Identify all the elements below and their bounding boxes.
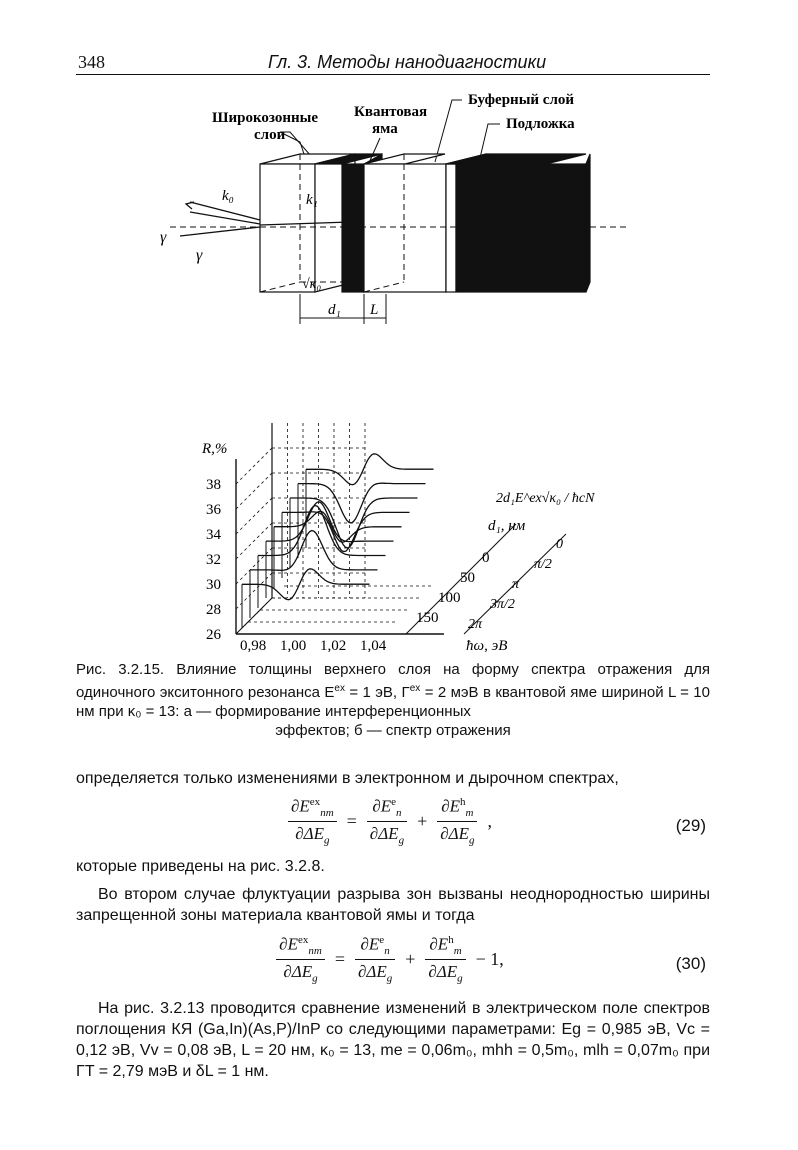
label-substrate: Подложка bbox=[506, 116, 575, 132]
reflectance-curve bbox=[306, 454, 434, 485]
caption-line1: Рис. 3.2.15. Влияние толщины верхнего слоя на форму спектра отражения для одиночного экситонного резонанса E bbox=[76, 661, 710, 701]
label-d1: d₁ bbox=[328, 302, 341, 318]
caption-sup-ex: ex bbox=[334, 683, 345, 694]
phase-tick-label: 3π/2 bbox=[490, 597, 515, 612]
label-k1: k₁ bbox=[306, 192, 318, 208]
paragraph-3: Во втором случае флуктуации разрыва зон вызваны неоднородностью ширины запрещенной зоны материала квантовой ямы и тогда bbox=[76, 886, 710, 924]
eq30-term2: $\frac{\partial E^h_m}{\partial\Delta E_g}$ bbox=[425, 934, 465, 984]
reflectance-curve bbox=[274, 511, 402, 542]
page-header bbox=[76, 52, 710, 75]
eq29-term2: $\frac{\partial E^h_m}{\partial\Delta E_g}$ bbox=[437, 796, 477, 846]
label-sqrt-kappa: √κ₀ bbox=[302, 277, 322, 292]
label-gamma-2: γ bbox=[196, 247, 203, 264]
label-L: L bbox=[370, 302, 379, 318]
eq30-number: (30) bbox=[675, 954, 706, 973]
x-axis-label: ħω, эВ bbox=[466, 638, 508, 652]
x-tick-label: 1,00 bbox=[280, 638, 307, 652]
caption-sup-ex2: ex bbox=[409, 683, 421, 694]
depth-axis-label: d₁, нм bbox=[488, 518, 526, 534]
eq29-number: (29) bbox=[675, 816, 706, 835]
depth-tick-label: 100 bbox=[438, 590, 461, 606]
equation-30: $\frac{\partial E^{ex}_{nm}}{\partial\Delta E_g}$ = $\frac{\partial E^e_n}{\partial\Delta E_g}$ + $\frac{\partial E^h_m}{\partial\Delta E_g}$ − 1, (30) bbox=[76, 934, 710, 1004]
phase-axis-title: 2d₁E^ex√κ₀ / ħcN bbox=[496, 491, 595, 506]
eq29-term1: $\frac{\partial E^e_n}{\partial\Delta E_g}$ bbox=[367, 796, 407, 846]
y-tick-label: 36 bbox=[206, 502, 221, 518]
running-head: Гл. 3. Методы нанодиагностики bbox=[268, 52, 547, 72]
y-tick-label: 26 bbox=[206, 627, 221, 643]
label-wide-gap: Широкозонные bbox=[212, 110, 318, 126]
y-axis-label: R,% bbox=[202, 441, 228, 457]
y-tick-label: 38 bbox=[206, 477, 221, 493]
phase-tick-label: 2π bbox=[468, 617, 483, 632]
depth-tick-label: 50 bbox=[460, 570, 475, 586]
label-gamma: γ bbox=[160, 229, 167, 246]
figure-b-chart bbox=[190, 362, 650, 652]
label-buffer: Буферный слой bbox=[468, 92, 575, 108]
eq30-term1: $\frac{\partial E^e_n}{\partial\Delta E_g}$ bbox=[355, 934, 395, 984]
caption-line1c: = 2 мэВ в квантовой яме шириной L = 10 нм при κ₀ = 13: а — формирование интерференционных bbox=[76, 684, 710, 720]
phase-tick-label: π bbox=[512, 577, 520, 592]
page-number: 348 bbox=[78, 52, 105, 72]
label-quantum-well: Квантовая bbox=[354, 104, 428, 120]
phase-tick-label: π/2 bbox=[534, 557, 552, 572]
figure-caption bbox=[76, 660, 710, 740]
phase-tick-label: 0 bbox=[556, 537, 563, 552]
paragraph-1: определяется только изменениями в электронном и дырочном спектрах, bbox=[76, 770, 619, 787]
eq30-lhs: $\frac{\partial E^{ex}_{nm}}{\partial\Delta E_g}$ bbox=[276, 934, 325, 984]
figure-a-schematic bbox=[150, 82, 630, 332]
y-tick-label: 28 bbox=[206, 602, 221, 618]
chart-labels bbox=[201, 441, 595, 652]
y-tick-label: 34 bbox=[206, 527, 221, 543]
label-k0: k₀ bbox=[222, 188, 234, 204]
eq29-lhs: $\frac{\partial E^{ex}_{nm}}{\partial\Delta E_g}$ bbox=[288, 796, 337, 846]
x-tick-label: 0,98 bbox=[240, 638, 267, 652]
depth-tick-label: 150 bbox=[416, 610, 439, 626]
caption-line1b: = 1 эВ, Γ bbox=[344, 684, 410, 701]
reflectance-curve bbox=[242, 569, 370, 600]
label-quantum-well-2: яма bbox=[372, 121, 398, 137]
reflectance-curve bbox=[250, 531, 378, 571]
label-wide-gap-2: слои bbox=[254, 127, 286, 143]
paragraph-4: На рис. 3.2.13 проводится сравнение изменений в электрическом поле спектров поглощения КЯ (Ga,In)(As,P)/InP со следующими параметрами: Eg = 0,985 эВ, Vc = 0,12 эВ, Vv = 0,08 эВ, L = 20 нм, κ₀ = 13, me = 0,06m₀, mhh = 0,5m₀, mlh = 0,07m₀ при ΓT = 2,79 мэВ и δL = 1 нм. bbox=[76, 1000, 710, 1080]
equation-29: $\frac{\partial E^{ex}_{nm}}{\partial\Delta E_g}$ = $\frac{\partial E^e_n}{\partial\Delta E_g}$ + $\frac{\partial E^h_m}{\partial\Delta E_g}$ , (29) bbox=[76, 796, 710, 866]
x-tick-label: 1,02 bbox=[320, 638, 347, 652]
depth-tick-label: 0 bbox=[482, 550, 490, 566]
caption-last-line: эффектов; б — спектр отражения bbox=[275, 722, 511, 739]
chart-curves bbox=[242, 454, 434, 628]
paragraph-2: которые приведены на рис. 3.2.8. bbox=[76, 858, 325, 875]
x-tick-label: 1,04 bbox=[360, 638, 387, 652]
y-tick-label: 32 bbox=[206, 552, 221, 568]
y-tick-label: 30 bbox=[206, 577, 221, 593]
